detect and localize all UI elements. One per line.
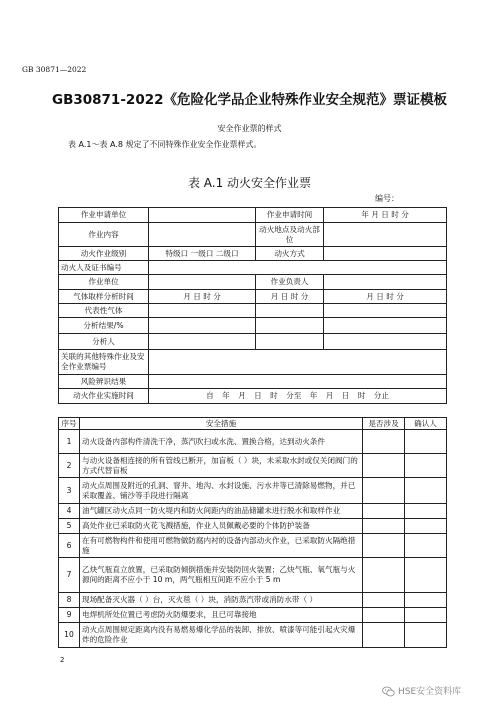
involved-cell[interactable] — [363, 534, 405, 558]
confirm-cell[interactable] — [405, 608, 447, 623]
request-unit-field[interactable] — [149, 208, 256, 223]
confirm-cell[interactable] — [405, 519, 447, 534]
wechat-icon — [382, 686, 395, 697]
location-field[interactable] — [324, 223, 447, 247]
gas-time-field-1[interactable]: 月 日 时 分 — [149, 290, 256, 304]
request-time-field[interactable]: 年 月 日 时 分 — [324, 208, 447, 223]
involved-cell[interactable] — [363, 454, 405, 478]
result-field-3[interactable] — [324, 318, 447, 334]
level-options[interactable]: 特级口 一级口 二级口 — [149, 247, 256, 261]
analyst-field-1[interactable] — [149, 334, 256, 350]
confirm-cell[interactable] — [405, 623, 447, 648]
row-number: 2 — [59, 454, 80, 478]
safety-measures-table — [58, 417, 447, 648]
involved-cell[interactable] — [363, 558, 405, 593]
risk-label: 风险辨识结果 — [59, 375, 149, 389]
table-title: 表 A.1 动火安全作业票 — [187, 176, 312, 190]
section-subtitle: 安全作业票的样式 — [217, 124, 282, 133]
table-row — [59, 504, 447, 519]
related-field[interactable] — [149, 350, 447, 375]
involved-cell[interactable] — [363, 430, 405, 454]
measure-text: 现场配备灭火器（ ）台，灭火毯（ ）块，消防蒸汽带或消防水带（ ） — [80, 593, 363, 608]
row-number: 3 — [59, 478, 80, 504]
gas-time-field-3[interactable]: 月 日 时 分 — [324, 290, 447, 304]
watermark-text: HSE安全资料库 — [398, 687, 462, 697]
related-label: 关联的其他特殊作业及安全作业票编号 — [59, 350, 149, 375]
row-number: 8 — [59, 593, 80, 608]
gas-time-field-2[interactable]: 月 日 时 分 — [256, 290, 324, 304]
measure-text: 与动火设备相连接的所有管线已断开，加盲板（ ）块，未采取水封或仅关闭阀门的方式代替盲板 — [80, 454, 363, 478]
person-cert-label: 动火人及证书编号 — [59, 261, 149, 275]
work-leader-field[interactable] — [324, 275, 447, 290]
document-title: GB30871-2022《危险化学品企业特殊作业安全规范》票证模板 — [51, 92, 447, 108]
confirm-cell[interactable] — [405, 558, 447, 593]
method-label: 动火方式 — [256, 247, 324, 261]
table-row — [59, 593, 447, 608]
table-row — [59, 534, 447, 558]
person-cert-field[interactable] — [149, 261, 447, 275]
confirm-cell[interactable] — [405, 534, 447, 558]
involved-cell[interactable] — [363, 593, 405, 608]
measure-text: 高处作业已采取防火花飞溅措施，作业人员佩戴必要的个体防护装备 — [80, 519, 363, 534]
table-row — [59, 454, 447, 478]
result-field-2[interactable] — [256, 318, 324, 334]
number-label: 编号： — [375, 194, 399, 203]
page-number: 2 — [60, 656, 65, 664]
table-row — [59, 430, 447, 454]
measure-text: 电焊机所处位置已考虑防火防爆要求，且已可靠接地 — [80, 608, 363, 623]
row-number: 1 — [59, 430, 80, 454]
table-row — [59, 608, 447, 623]
confirm-cell[interactable] — [405, 593, 447, 608]
table-row — [59, 478, 447, 504]
involved-cell[interactable] — [363, 519, 405, 534]
intro-text: 表 A.1～表 A.8 规定了不同特殊作业安全作业票样式。 — [68, 140, 262, 149]
content-label: 作业内容 — [59, 223, 149, 247]
col-header-involved: 是否涉及 — [363, 418, 405, 430]
result-field-1[interactable] — [149, 318, 256, 334]
col-header-measure: 安全措施 — [80, 418, 363, 430]
measure-text: 动火点周围及附近的孔洞、窨井、地沟、水封设施、污水井等已清除易燃物，并已采取覆盖、铺沙等手段进行隔离 — [80, 478, 363, 504]
location-label: 动火地点及动火部位 — [256, 223, 324, 247]
analyst-field-3[interactable] — [324, 334, 447, 350]
impl-time-field[interactable]: 自 年 月 日 时 分至 年 月 日 时 分止 — [149, 389, 447, 404]
work-leader-label: 作业负责人 — [256, 275, 324, 290]
watermark — [382, 684, 461, 697]
analyst-field-2[interactable] — [256, 334, 324, 350]
confirm-cell[interactable] — [405, 504, 447, 519]
confirm-cell[interactable] — [405, 430, 447, 454]
involved-cell[interactable] — [363, 504, 405, 519]
rep-gas-field-2[interactable] — [256, 304, 324, 318]
col-header-no: 序号 — [59, 418, 80, 430]
table-row — [59, 558, 447, 593]
row-number: 10 — [59, 623, 80, 648]
measure-text: 在有可燃物构件和使用可燃物做防腐内衬的设备内部动火作业，已采取防火隔绝措施 — [80, 534, 363, 558]
rep-gas-field-1[interactable] — [149, 304, 256, 318]
table-row — [59, 623, 447, 648]
measure-text: 乙炔气瓶直立放置，已采取防倾倒措施并安装防回火装置；乙炔气瓶、氧气瓶与火源间的距离不应小于 10 m，两气瓶相互间距不应小于 5 m — [80, 558, 363, 593]
measure-text: 油气罐区动火点同一防火堤内和防火间距内的油品储罐未进行脱水和取样作业 — [80, 504, 363, 519]
request-unit-label: 作业申请单位 — [59, 208, 149, 223]
content-field[interactable] — [149, 223, 256, 247]
analyst-label: 分析人 — [59, 334, 149, 350]
row-number: 4 — [59, 504, 80, 519]
table-row — [59, 519, 447, 534]
involved-cell[interactable] — [363, 478, 405, 504]
work-unit-label: 作业单位 — [59, 275, 149, 290]
rep-gas-label: 代表性气体 — [59, 304, 149, 318]
risk-field[interactable] — [149, 375, 447, 389]
row-number: 9 — [59, 608, 80, 623]
level-label: 动火作业级别 — [59, 247, 149, 261]
method-field[interactable] — [324, 247, 447, 261]
impl-time-label: 动火作业实施时间 — [59, 389, 149, 404]
row-number: 7 — [59, 558, 80, 593]
permit-form-table — [58, 207, 447, 404]
standard-code: GB 30871—2022 — [22, 65, 87, 74]
confirm-cell[interactable] — [405, 478, 447, 504]
result-label: 分析结果/% — [59, 318, 149, 334]
work-unit-field[interactable] — [149, 275, 256, 290]
involved-cell[interactable] — [363, 608, 405, 623]
measure-text: 动火设备内部构件清洗干净，蒸汽吹扫或水洗、置换合格，达到动火条件 — [80, 430, 363, 454]
measure-text: 动火点周围规定距离内没有易燃易爆化学品的装卸、排放、喷漆等可能引起火灾爆炸的危险作业 — [80, 623, 363, 648]
involved-cell[interactable] — [363, 623, 405, 648]
rep-gas-field-3[interactable] — [324, 304, 447, 318]
request-time-label: 作业申请时间 — [256, 208, 324, 223]
gas-time-label: 气体取样分析时间 — [59, 290, 149, 304]
row-number: 5 — [59, 519, 80, 534]
col-header-confirm: 确认人 — [405, 418, 447, 430]
confirm-cell[interactable] — [405, 454, 447, 478]
row-number: 6 — [59, 534, 80, 558]
